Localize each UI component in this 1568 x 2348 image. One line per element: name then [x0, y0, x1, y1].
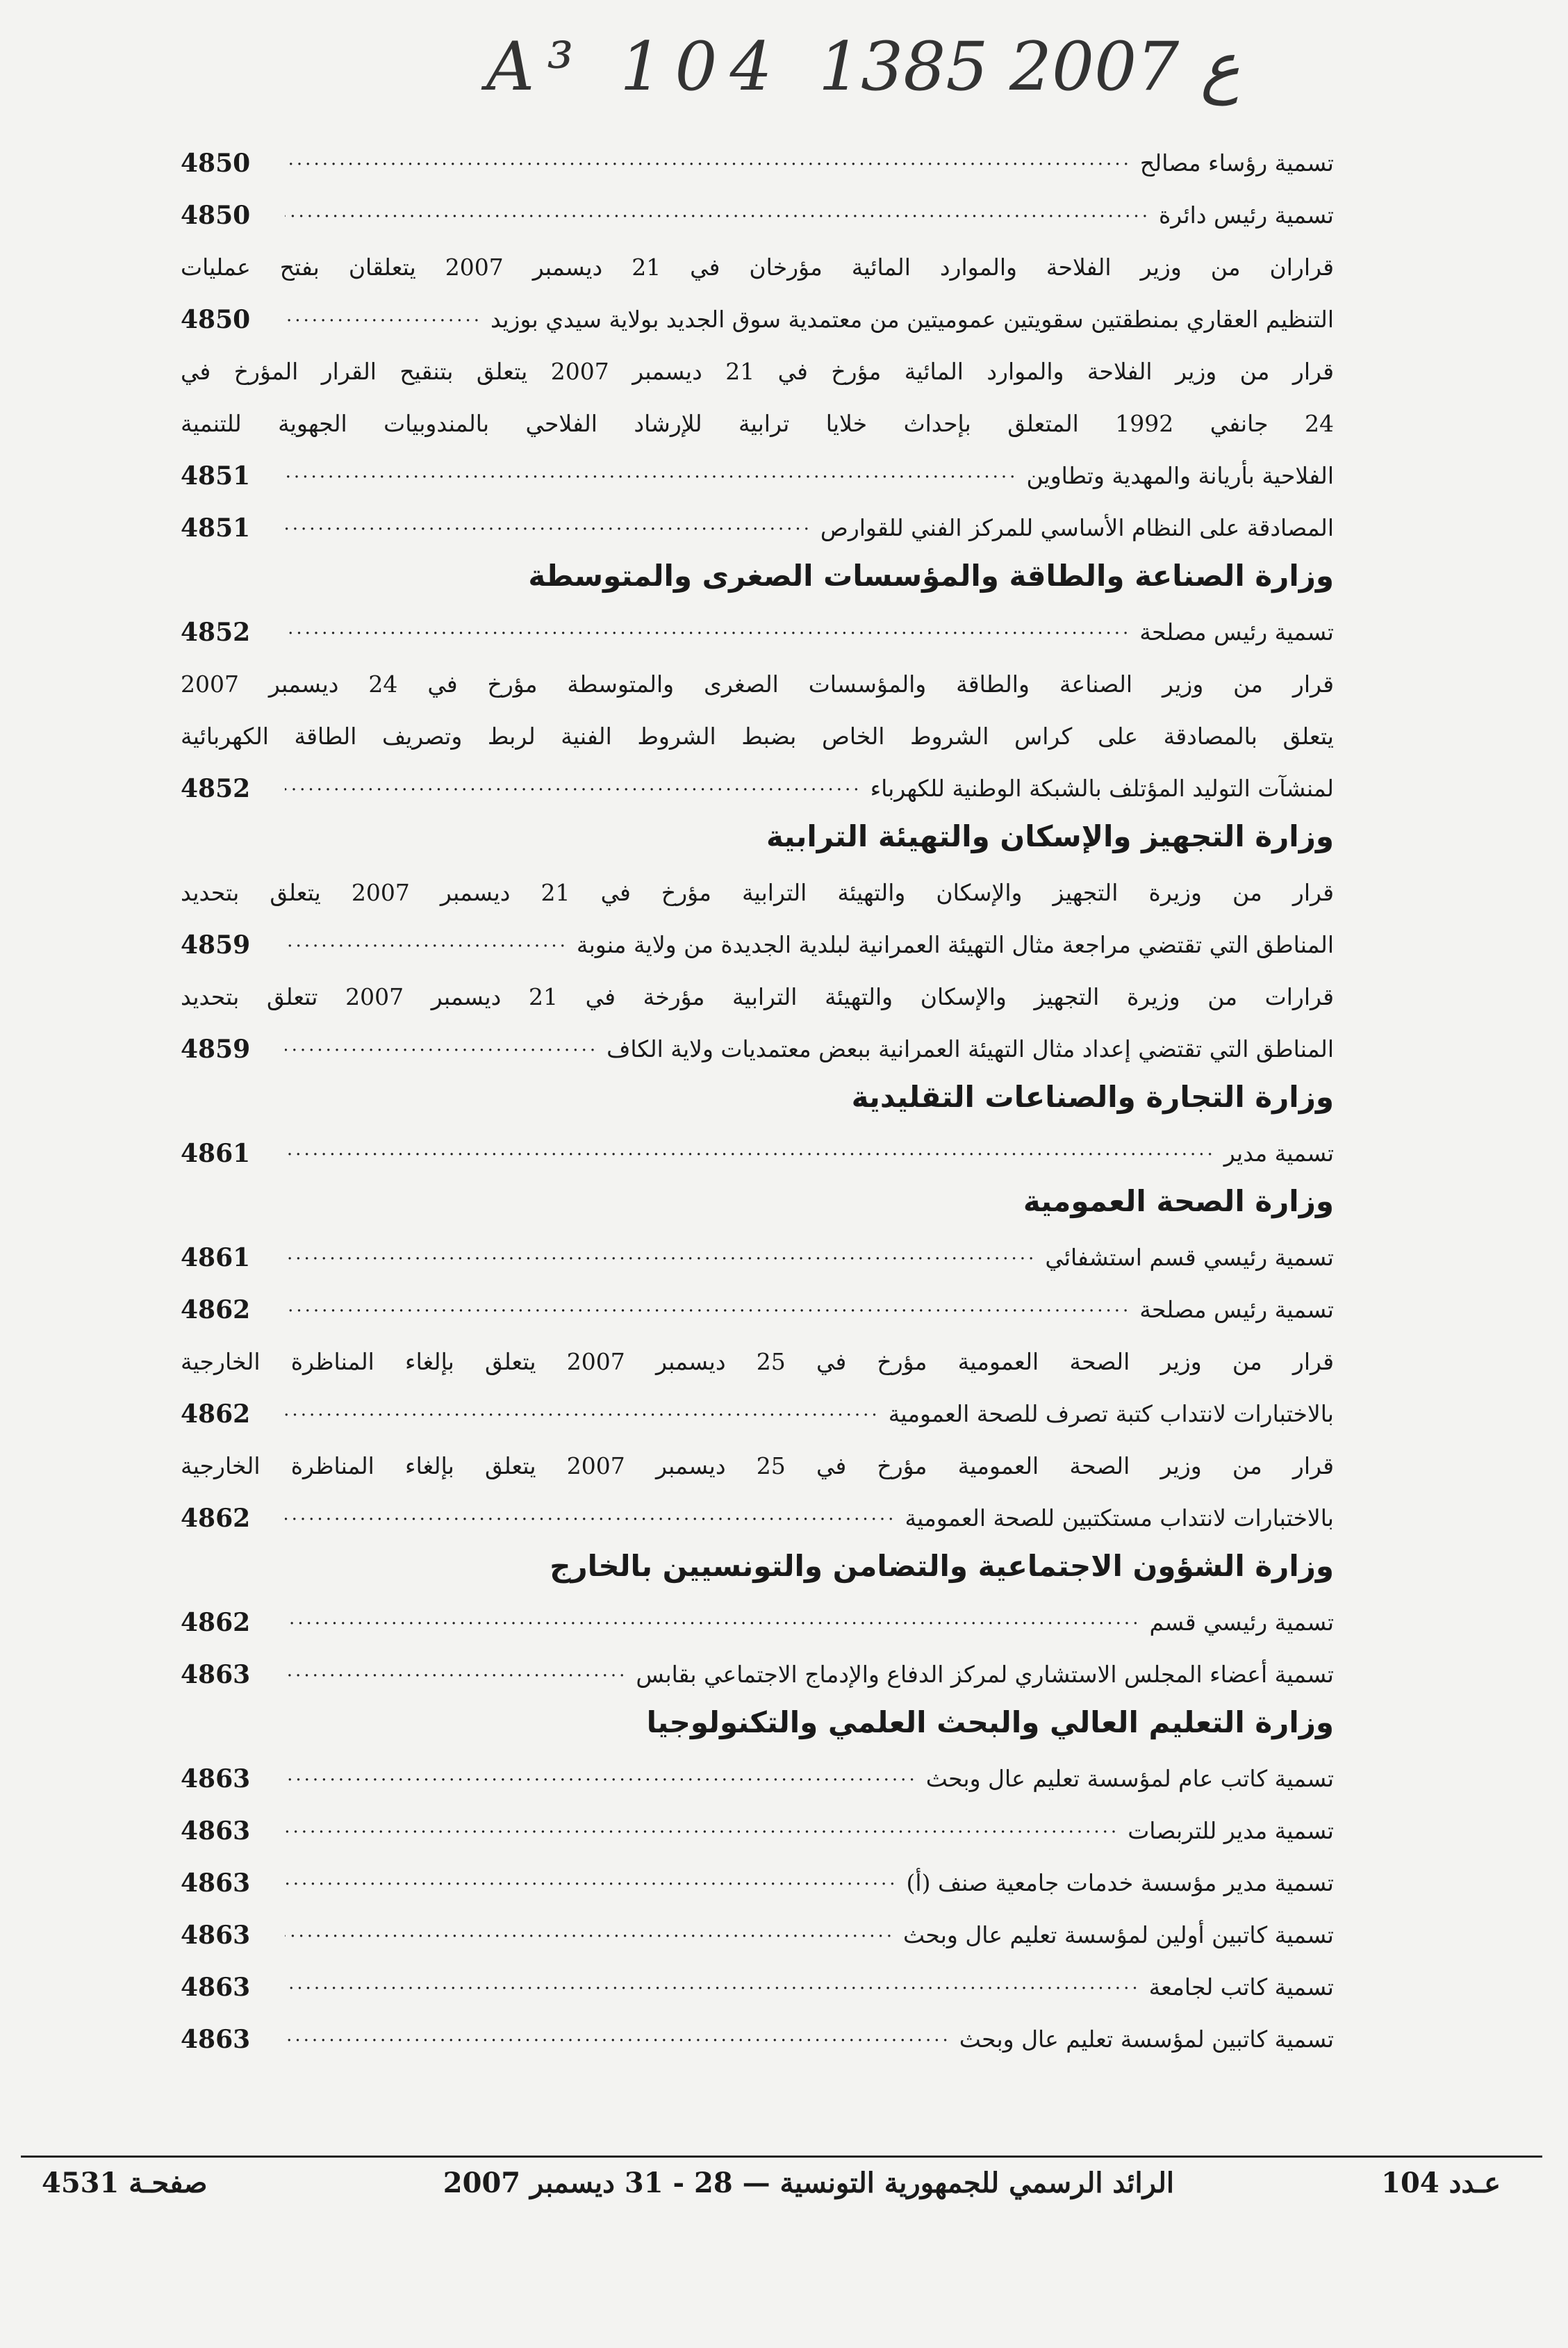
toc-entry [181, 1584, 1334, 1636]
dot-leader [285, 1761, 918, 1789]
dot-leader [285, 614, 1131, 642]
toc-entry-text: الفلاحية بأريانة والمهدية وتطاوين [1026, 462, 1334, 489]
toc-entry-text: تسمية رئيس مصلحة [1139, 618, 1334, 646]
toc-entry-text: المناطق التي تقتضي مراجعة مثال التهيئة العمرانية لبلدية الجديدة من ولاية منوبة [576, 931, 1334, 958]
dot-leader [285, 510, 812, 538]
dot-leader [285, 1292, 1131, 1320]
toc-page-number: 4852 [181, 618, 251, 647]
dot-leader [285, 1657, 627, 1684]
toc-entry-text: بالاختبارات لانتداب مستكتبين للصحة العمومية [905, 1504, 1334, 1532]
toc-entry-text: يتعلق بالمصادقة على كراس الشروط الخاص بضبط الشروط الفنية لربط وتصريف الطاقة الكهربائية [181, 723, 1334, 750]
toc-page-number: 4863 [181, 1869, 251, 1898]
toc-page-number: 4863 [181, 1816, 251, 1846]
toc-entry-line [181, 698, 1334, 750]
toc-entry [181, 907, 1334, 959]
toc-page-number: 4850 [181, 305, 251, 334]
toc-entry-text: تسمية كاتب عام لمؤسسة تعليم عال وبحث [925, 1765, 1334, 1792]
handwritten-archive-note: A³ 104 ع 2007 1385 [486, 28, 1241, 106]
toc-page-number: 4863 [181, 1764, 251, 1793]
toc-entry [181, 1480, 1334, 1532]
toc-entry [181, 1011, 1334, 1063]
toc-page-number: 4851 [181, 514, 251, 543]
toc-entry [181, 1793, 1334, 1845]
toc-entry [181, 281, 1334, 334]
dot-leader [285, 1031, 598, 1059]
toc-entry-text: قرار من وزير الفلاحة والموارد المائية مؤرخ في 21 ديسمبر 2007 يتعلق بتنقيح القرار المؤرخ في [181, 358, 1334, 385]
page-footer [42, 2167, 1501, 2215]
dot-leader [285, 1813, 1119, 1841]
toc-entry-text: قراران من وزير الفلاحة والموارد المائية مؤرخان في 21 ديسمبر 2007 يتعلقان بفتح عمليات [181, 254, 1335, 281]
ministry-heading: وزارة الصناعة والطاقة والمؤسسات الصغرى والمتوسطة [528, 559, 1334, 593]
dot-leader [285, 2021, 951, 2049]
dot-leader [285, 197, 1150, 225]
toc-page-number: 4863 [181, 1660, 251, 1689]
toc-entry [181, 125, 1334, 177]
toc-entry [181, 1636, 1334, 1689]
toc-entry-text: بالاختبارات لانتداب كتبة تصرف للصحة العمومية [888, 1400, 1334, 1427]
toc-entry-text: المناطق التي تقتضي إعداد مثال التهيئة العمرانية ببعض معتمديات ولاية الكاف [606, 1035, 1334, 1062]
toc-page-number: 4850 [181, 201, 251, 230]
toc-entry-text: تسمية رئيس دائرة [1158, 202, 1334, 229]
dot-leader [285, 1604, 1141, 1632]
toc-page-number: 4863 [181, 1973, 251, 2002]
toc-entry-line [181, 1324, 1334, 1376]
toc-entry-line [181, 959, 1334, 1011]
toc-entry-text: تسمية كاتب لجامعة [1148, 1973, 1334, 2001]
toc-entry [181, 490, 1334, 542]
toc-page-number: 4863 [181, 2025, 251, 2054]
toc-entry-text: تسمية كاتبين لمؤسسة تعليم عال وبحث [959, 2026, 1334, 2053]
table-of-contents [181, 125, 1334, 2053]
toc-entry-line [181, 855, 1334, 907]
dot-leader [285, 1917, 895, 1945]
dot-leader [285, 771, 862, 798]
toc-entry [181, 1741, 1334, 1793]
toc-entry-text: تسمية رئيسي قسم استشفائي [1045, 1244, 1334, 1271]
toc-entry-text: تسمية رئيسي قسم [1149, 1609, 1334, 1636]
toc-entry-text: قرار من وزير الصحة العمومية مؤرخ في 25 ديسمبر 2007 يتعلق بإلغاء المناظرة الخارجية [181, 1452, 1334, 1479]
toc-entry [181, 594, 1334, 646]
toc-entry-line [181, 229, 1334, 281]
toc-page-number: 4863 [181, 1921, 251, 1950]
toc-entry-text: قرار من وزير الصحة العمومية مؤرخ في 25 ديسمبر 2007 يتعلق بإلغاء المناظرة الخارجية [181, 1348, 1334, 1375]
dot-leader [285, 458, 1018, 486]
toc-entry-text: تسمية رئيس مصلحة [1139, 1296, 1334, 1323]
toc-entry [181, 1897, 1334, 1949]
dot-leader [285, 1500, 896, 1528]
toc-entry-text: تسمية كاتبين أولين لمؤسسة تعليم عال وبحث [903, 1921, 1334, 1948]
toc-entry-text: تسمية مدير للتربصات [1128, 1817, 1334, 1844]
dot-leader [285, 1135, 1216, 1163]
dot-leader [285, 1396, 880, 1424]
toc-entry [181, 2001, 1334, 2053]
toc-page-number: 4862 [181, 1504, 251, 1533]
toc-entry [181, 1845, 1334, 1897]
ministry-heading: وزارة التعليم العالي والبحث العلمي والتكنولوجيا [646, 1705, 1334, 1739]
toc-page-number: 4850 [181, 149, 251, 178]
toc-entry [181, 1115, 1334, 1167]
toc-entry-text: 24 جانفي 1992 المتعلق بإحداث خلايا ترابية للإرشاد الفلاحي بالمندوبيات الجهوية للتنمية [181, 410, 1334, 437]
toc-page-number: 4862 [181, 1608, 251, 1637]
toc-page-number: 4861 [181, 1243, 251, 1272]
toc-page-number: 4861 [181, 1139, 251, 1168]
toc-page-number: 4852 [181, 774, 251, 803]
ministry-heading: وزارة الشؤون الاجتماعية والتضامن والتونسيين بالخارج [550, 1549, 1334, 1583]
ministry-heading: وزارة الصحة العمومية [1023, 1184, 1334, 1218]
dot-leader [285, 1865, 898, 1893]
toc-entry [181, 1949, 1334, 2001]
dot-leader [285, 1240, 1037, 1267]
toc-page-number: 4859 [181, 930, 251, 960]
ministry-heading: وزارة التجهيز والإسكان والتهيئة الترابية [766, 819, 1334, 853]
toc-entry-text: تسمية مدير مؤسسة خدمات جامعية صنف (أ) [906, 1869, 1334, 1896]
journal-title-date: الرائد الرسمي للجمهورية التونسية — 28 - 31 ديسمبر 2007 [443, 2167, 1174, 2199]
toc-entry-text: قرار من وزيرة التجهيز والإسكان والتهيئة الترابية مؤرخ في 21 ديسمبر 2007 يتعلق بتحديد [181, 879, 1334, 906]
dot-leader [285, 1969, 1141, 1997]
toc-entry [181, 1272, 1334, 1324]
toc-page-number: 4862 [181, 1295, 251, 1324]
toc-entry [181, 750, 1334, 803]
toc-entry [181, 177, 1334, 229]
footer-rule [21, 2156, 1542, 2158]
toc-entry-line [181, 386, 1334, 438]
toc-entry-line [181, 646, 1334, 698]
toc-entry-text: تسمية مدير [1223, 1140, 1334, 1167]
toc-entry-text: تسمية أعضاء المجلس الاستشاري لمركز الدفاع والإدماج الاجتماعي بقابس [636, 1661, 1334, 1688]
toc-page-number: 4862 [181, 1399, 251, 1429]
ministry-heading: وزارة التجارة والصناعات التقليدية [851, 1080, 1334, 1114]
toc-entry-text: تسمية رؤساء مصالح [1139, 149, 1334, 176]
dot-leader [285, 927, 568, 955]
toc-page-number: 4859 [181, 1035, 251, 1064]
toc-entry [181, 1220, 1334, 1272]
page-number: صفحـة 4531 [42, 2167, 208, 2199]
toc-entry [181, 1376, 1334, 1428]
toc-entry [181, 438, 1334, 490]
toc-entry-text: قرارات من وزيرة التجهيز والإسكان والتهيئة الترابية مؤرخة في 21 ديسمبر 2007 تتعلق بتحديد [181, 983, 1335, 1010]
toc-entry-text: التنظيم العقاري بمنطقتين سقويتين عموميتين من معتمدية سوق الجديد بولاية سيدي بوزيد [490, 306, 1334, 333]
toc-entry-text: لمنشآت التوليد المؤتلف بالشبكة الوطنية للكهرباء [870, 775, 1334, 802]
toc-entry-line [181, 1428, 1334, 1480]
issue-number: عـدد 104 [1381, 2167, 1501, 2199]
toc-entry-text: قرار من وزير الصناعة والطاقة والمؤسسات الصغرى والمتوسطة مؤرخ في 24 ديسمبر 2007 [181, 671, 1334, 698]
dot-leader [285, 302, 482, 329]
toc-page-number: 4851 [181, 461, 251, 491]
toc-entry-text: المصادقة على النظام الأساسي للمركز الفني للقوارص [820, 514, 1334, 541]
toc-entry-line [181, 334, 1334, 386]
dot-leader [285, 145, 1132, 173]
